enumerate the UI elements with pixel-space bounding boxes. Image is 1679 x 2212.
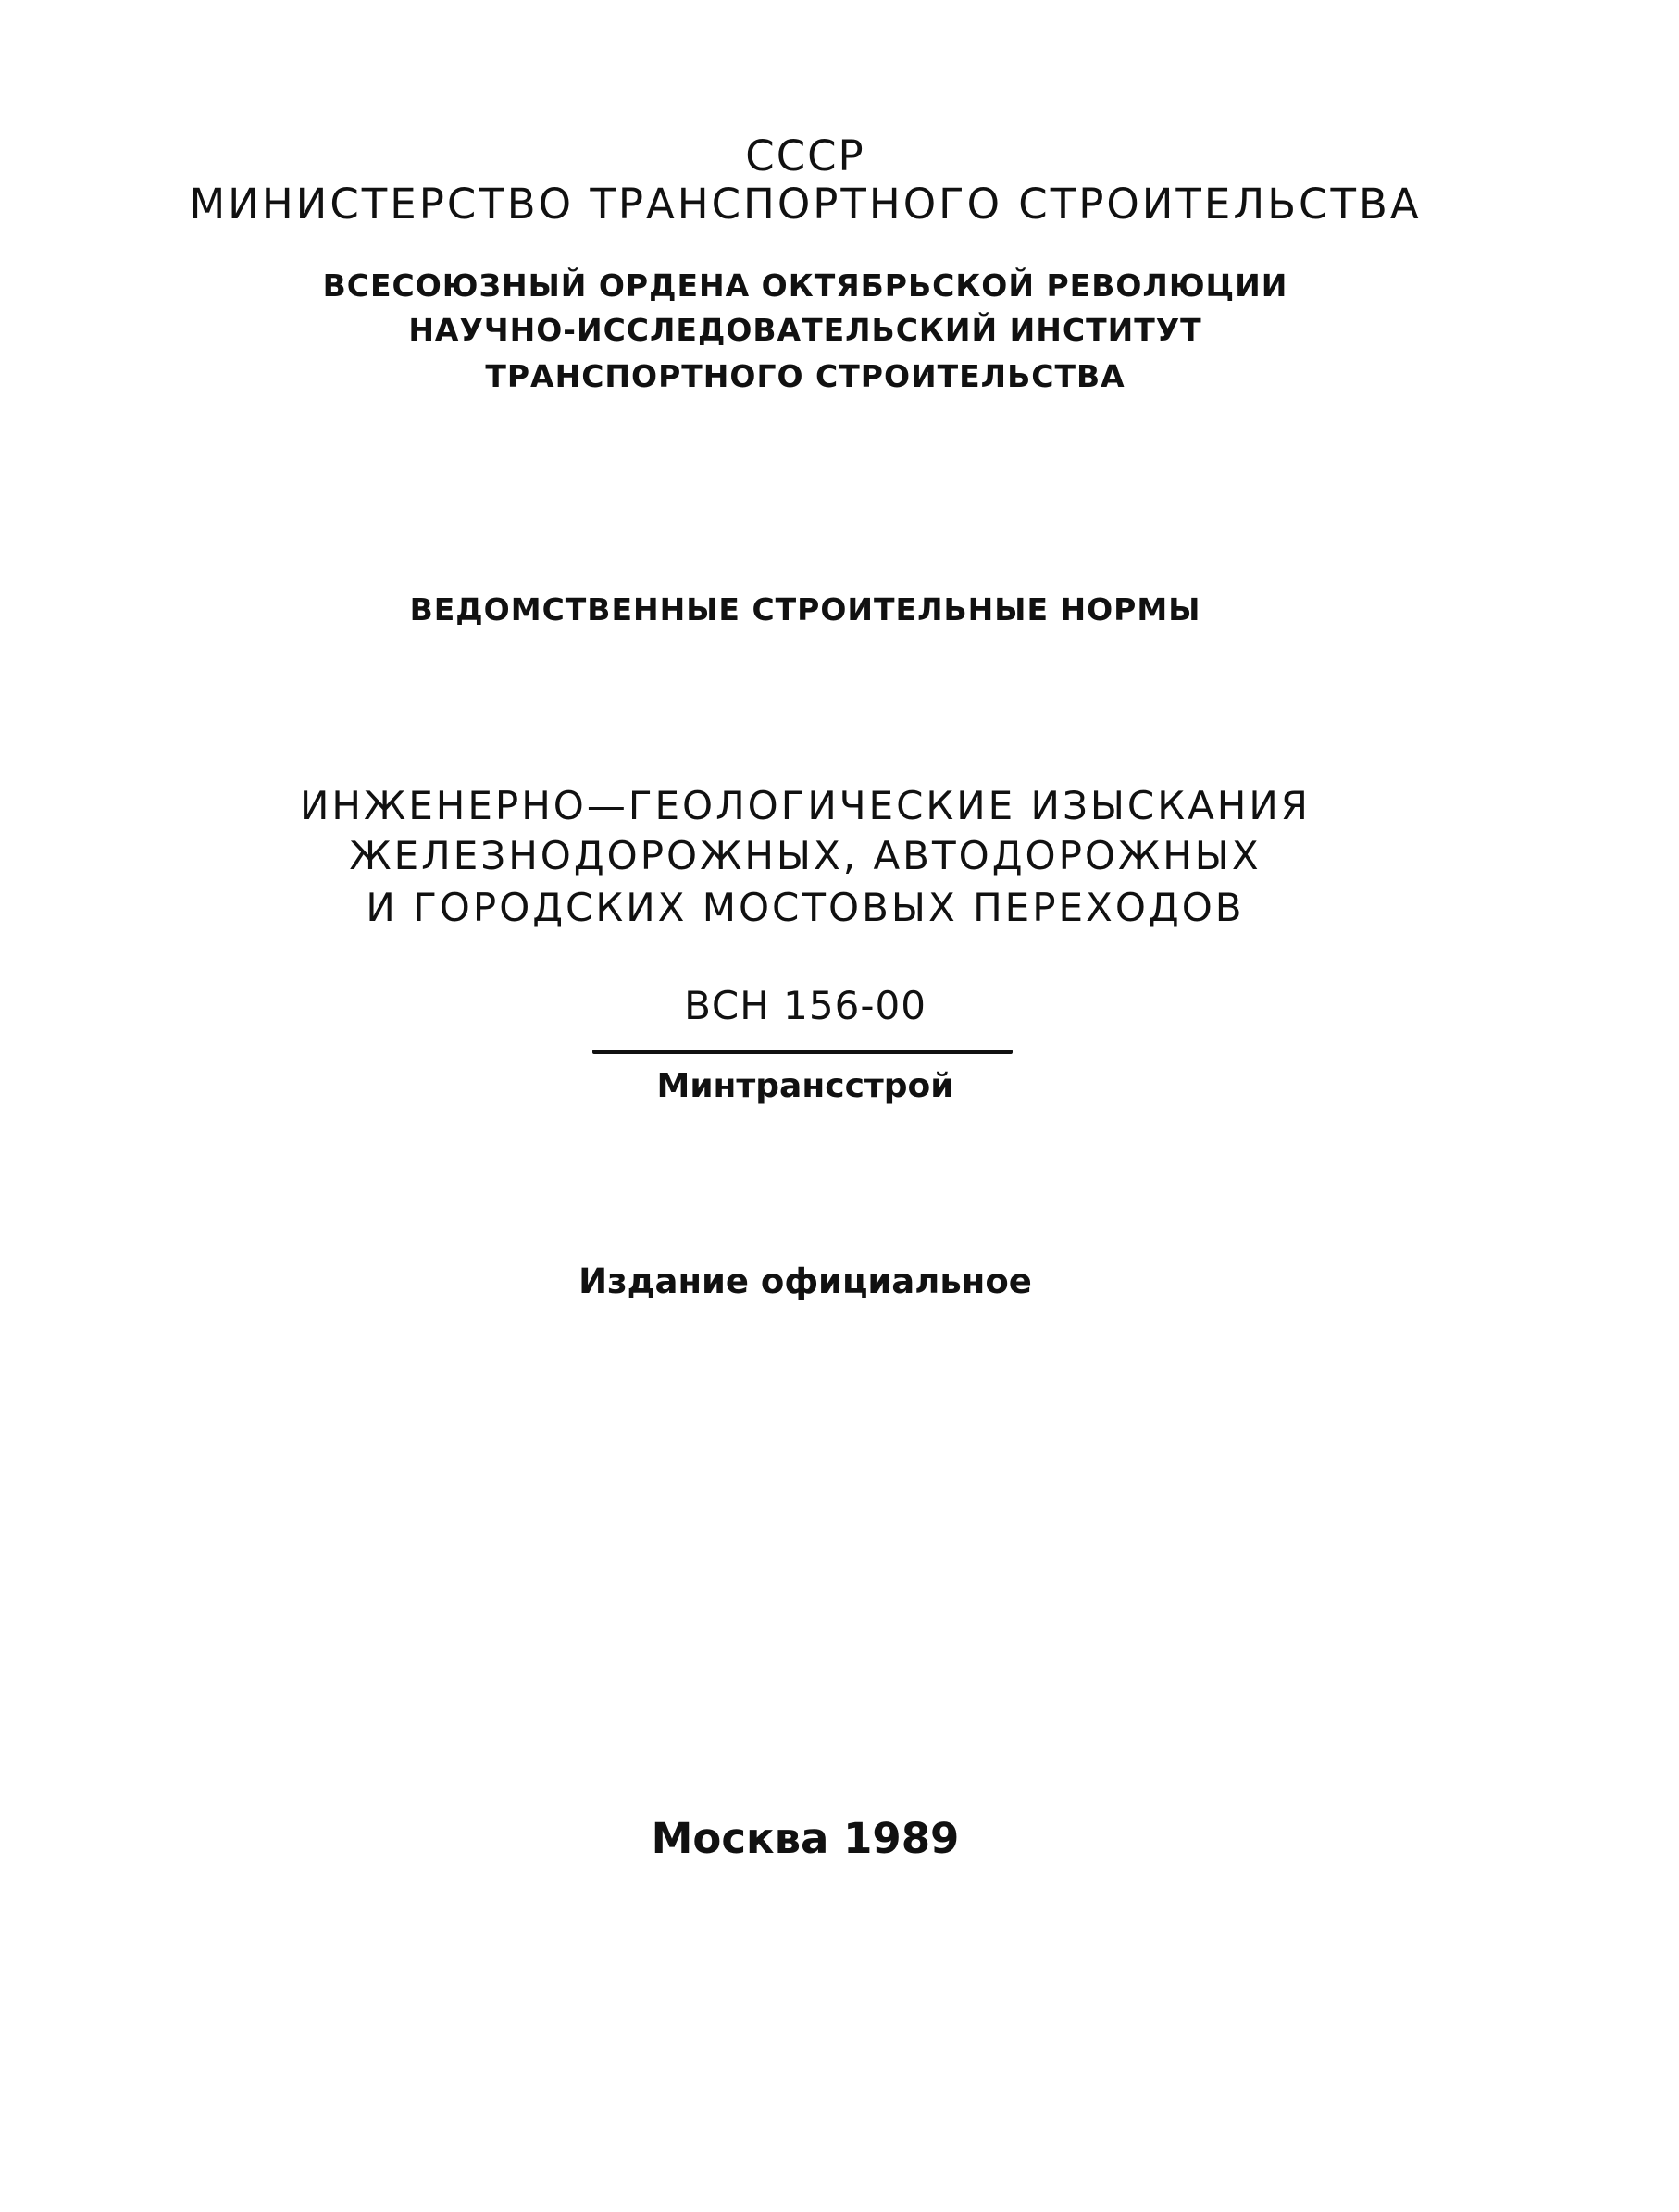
document-title-line-3: И ГОРОДСКИХ МОСТОВЫХ ПЕРЕХОДОВ (366, 885, 1245, 930)
institute-line-2: НАУЧНО-ИССЛЕДОВАТЕЛЬСКИЙ ИНСТИТУТ (408, 312, 1202, 348)
code-underline-divider (592, 1050, 1013, 1054)
edition-label: Издание официальное (578, 1261, 1032, 1301)
document-title-line-2: ЖЕЛЕЗНОДОРОЖНЫХ, АВТОДОРОЖНЫХ (349, 833, 1262, 878)
country-heading: СССР (745, 131, 865, 180)
institute-line-3: ТРАНСПОРТНОГО СТРОИТЕЛЬСТВА (485, 358, 1126, 394)
place-and-year: Москва 1989 (651, 1814, 960, 1863)
document-title-line-1: ИНЖЕНЕРНО—ГЕОЛОГИЧЕСКИЕ ИЗЫСКАНИЯ (300, 783, 1311, 828)
ministry-heading: МИНИСТЕРСТВО ТРАНСПОРТНОГО СТРОИТЕЛЬСТВА (189, 180, 1422, 229)
document-code: ВСН 156-00 (684, 983, 927, 1028)
institute-line-1: ВСЕСОЮЗНЫЙ ОРДЕНА ОКТЯБРЬСКОЙ РЕВОЛЮЦИИ (322, 267, 1288, 304)
norms-type: ВЕДОМСТВЕННЫЕ СТРОИТЕЛЬНЫЕ НОРМЫ (409, 591, 1201, 628)
issuing-organization: Минтрансстрой (656, 1067, 954, 1105)
